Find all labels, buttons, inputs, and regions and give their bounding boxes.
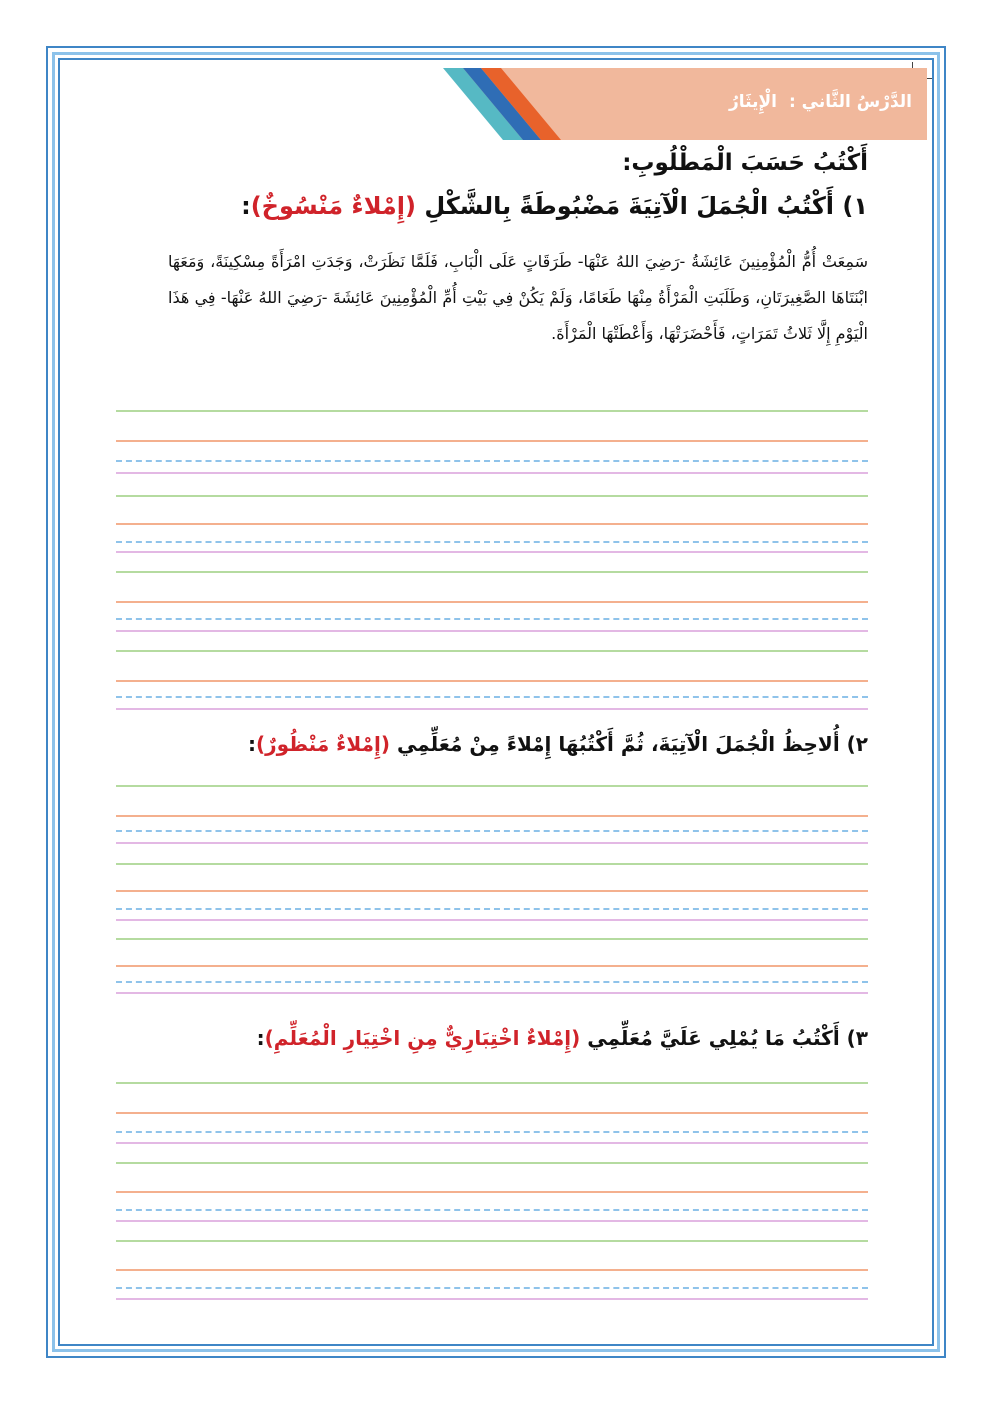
writing-line [116, 1082, 868, 1084]
question-1-suffix: : [241, 192, 251, 220]
writing-line [116, 1112, 868, 1114]
writing-line [116, 830, 868, 832]
writing-line [116, 1269, 868, 1271]
writing-line [116, 523, 868, 525]
writing-line [116, 890, 868, 892]
writing-line [116, 440, 868, 442]
question-3-accent: (إِمْلاءٌ اخْتِبَارِيٌّ مِنِ اخْتِيَارِ الْمُعَلِّمِ) [264, 1026, 581, 1050]
writing-line [116, 472, 868, 474]
writing-line [116, 680, 868, 682]
lesson-label: الدَّرْسُ الثَّاني : [788, 92, 912, 112]
question-1-heading [241, 192, 868, 220]
question-3-prefix: ٣) أَكْتُبُ مَا يُمْلِي عَلَيَّ مُعَلِّمِي [587, 1026, 868, 1050]
writing-line [116, 1287, 868, 1289]
question-2-suffix: : [247, 732, 256, 756]
writing-line [116, 815, 868, 817]
question-3-suffix: : [256, 1026, 265, 1050]
lesson-heading [729, 92, 912, 112]
writing-line [116, 863, 868, 865]
writing-line [116, 1240, 868, 1242]
writing-line [116, 541, 868, 543]
question-2-accent: (إِمْلاءٌ مَنْظُورٌ) [255, 732, 390, 756]
writing-line [116, 460, 868, 462]
writing-line [116, 992, 868, 994]
writing-line [116, 981, 868, 983]
writing-line [116, 1298, 868, 1300]
writing-line [116, 1191, 868, 1193]
writing-line [116, 938, 868, 940]
lesson-title: الْإِيثَارُ [728, 92, 777, 112]
writing-line [116, 1162, 868, 1164]
writing-line [116, 708, 868, 710]
writing-line [116, 1209, 868, 1211]
writing-line [116, 650, 868, 652]
writing-line [116, 908, 868, 910]
writing-line [116, 410, 868, 412]
writing-line [116, 842, 868, 844]
writing-line [116, 630, 868, 632]
writing-line [116, 1142, 868, 1144]
question-1-passage: سَمِعَتْ أُمُّ الْمُؤْمِنِينَ عَائِشَةُ -رَضِيَ اللهُ عَنْهَا- طَرَقَاتٍ عَلَى الْبَابِ، فَلَمَّا نَظَرَتْ، وَجَدَتِ امْرَأَةً مِسْكِينَةً، وَمَعَهَا ابْنَتَاهَا الصَّغِيرَتَانِ، وَطَلَبَتِ الْمَرْأَةُ مِنْهَا طَعَامًا، وَلَمْ يَكُنْ فِي بَيْتِ أُمِّ الْمُؤْمِنِينَ عَائِشَةَ -رَضِيَ اللهُ عَنْهَا- فِي هَذَا الْيَوْمِ إِلَّا ثَلاثُ تَمَرَاتٍ، فَأَحْضَرَتْهَا، وَأَعْطَتْهَا الْمَرْأَةَ. [168, 252, 868, 343]
writing-line [116, 551, 868, 553]
question-1-accent: (إِمْلاءٌ مَنْسُوخٌ) [250, 192, 416, 220]
writing-line [116, 696, 868, 698]
question-2-heading [248, 732, 868, 756]
writing-line [116, 601, 868, 603]
question-1-prefix: ١) أَكْتُبُ الْجُمَلَ الْآتِيَةَ مَضْبُوطَةً بِالشَّكْلِ [424, 192, 868, 220]
writing-line [116, 785, 868, 787]
question-2-prefix: ٢) أُلاحِظُ الْجُمَلَ الْآتِيَةَ، ثُمَّ أَكْتُبُهَا إِمْلاءً مِنْ مُعَلِّمِي [396, 732, 868, 756]
writing-line [116, 618, 868, 620]
instruction-heading: أَكْتُبُ حَسَبَ الْمَطْلُوبِ: [622, 150, 868, 176]
writing-line [116, 495, 868, 497]
writing-line [116, 919, 868, 921]
writing-line [116, 1220, 868, 1222]
question-3-heading [257, 1026, 868, 1050]
writing-line [116, 965, 868, 967]
writing-line [116, 1131, 868, 1133]
writing-line [116, 571, 868, 573]
